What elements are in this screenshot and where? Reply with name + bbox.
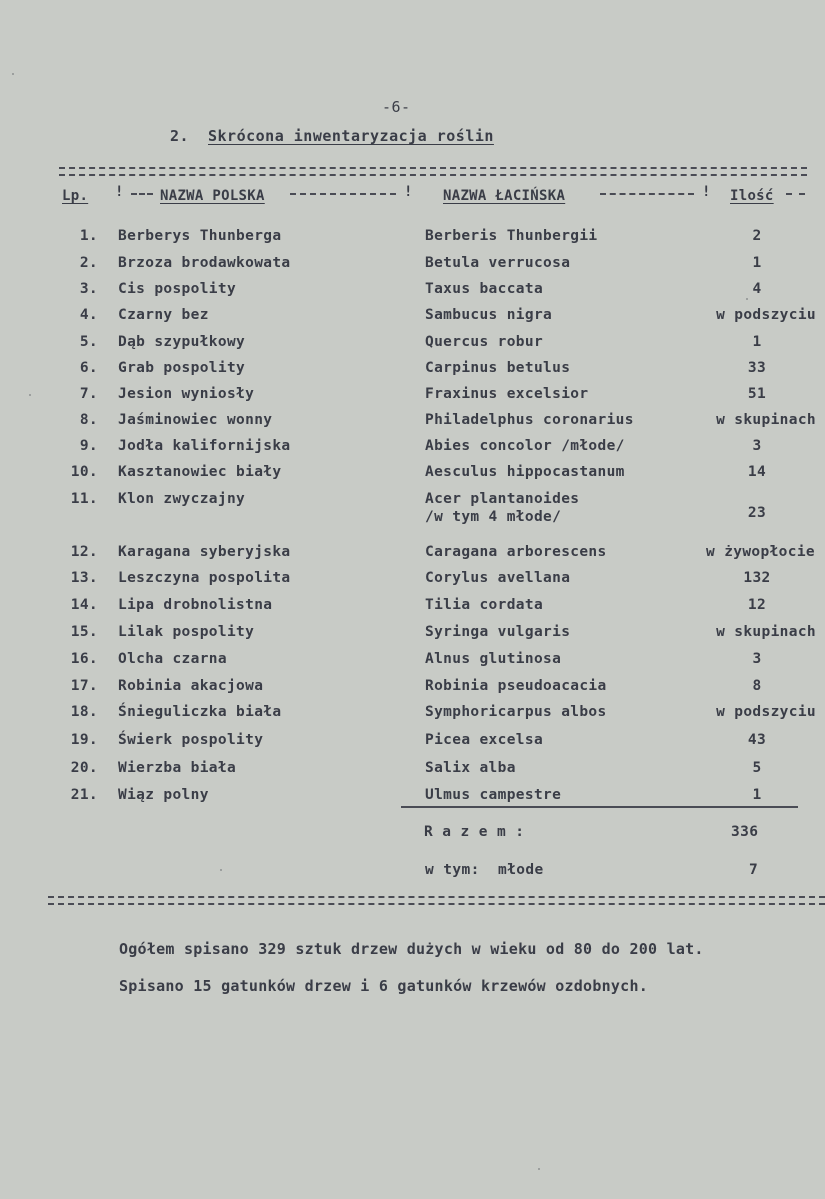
polish-name: Robinia akacjowa [118,678,264,694]
row-number: 3. [79,281,98,297]
column-header-latin-name: NAZWA ŁACIŃSKA [443,188,566,204]
quantity: w skupinach [716,412,816,428]
latin-name: Picea excelsa [425,732,544,748]
polish-name: Leszczyna pospolita [118,570,291,586]
latin-name: Robinia pseudoacacia [425,678,607,694]
header-dash-line [131,193,153,195]
summary-line: Ogółem spisano 329 sztuk drzew dużych w wieku od 80 do 200 lat. [119,940,704,958]
row-number: 6. [79,360,98,376]
paper-speck [538,1168,540,1170]
latin-name: Syringa vulgaris [425,624,571,640]
polish-name: Cis pospolity [118,281,237,297]
latin-name: Taxus baccata [425,281,544,297]
quantity: w podszyciu [716,307,816,323]
total-value: 336 [731,824,759,840]
polish-name: Jesion wyniosły [118,386,255,402]
row-number: 8. [79,412,98,428]
row-number: 18. [70,704,98,720]
latin-name: Ulmus campestre [425,787,562,803]
polish-name: Świerk pospolity [118,732,264,748]
row-number: 13. [70,570,98,586]
latin-name: Abies concolor /młode/ [425,438,625,454]
polish-name: Czarny bez [118,307,209,323]
polish-name: Dąb szypułkowy [118,334,246,350]
polish-name: Jaśminowiec wonny [118,412,273,428]
polish-name: Berberys Thunberga [118,228,282,244]
latin-name: Symphoricarpus albos [425,704,607,720]
section-number: 2. [170,127,190,145]
quantity: 33 [747,360,767,376]
row-number: 5. [79,334,98,350]
polish-name: Klon zwyczajny [118,491,246,507]
quantity: 23 [747,505,767,521]
quantity: 1 [752,255,762,271]
row-number: 12. [70,544,98,560]
paper-speck [12,73,14,75]
page-number: -6- [382,98,411,116]
total-label: R a z e m : [424,824,525,840]
paper-speck [746,298,748,300]
latin-name: Betula verrucosa [425,255,571,271]
latin-name: Tilia cordata [425,597,544,613]
row-number: 2. [79,255,98,271]
latin-name: Alnus glutinosa [425,651,562,667]
row-number: 16. [70,651,98,667]
header-dash-line [600,193,694,195]
latin-name-note: /w tym 4 młode/ [425,509,562,525]
column-header-lp: Lp. [62,188,89,204]
table-top-rule [59,167,807,176]
row-number: 15. [70,624,98,640]
paper-speck [220,869,222,871]
polish-name: Kasztanowiec biały [118,464,282,480]
latin-name: Carpinus betulus [425,360,571,376]
latin-name: Sambucus nigra [425,307,553,323]
quantity: 43 [747,732,767,748]
polish-name: Śnieguliczka biała [118,704,282,720]
latin-name-line: Acer plantanoides [425,491,580,507]
young-trees-value: 7 [749,862,759,878]
latin-name: Aesculus hippocastanum [425,464,625,480]
latin-name: Fraxinus excelsior [425,386,589,402]
section-title: Skrócona inwentaryzacja roślin [208,127,494,145]
quantity: 8 [752,678,762,694]
row-number: 17. [70,678,98,694]
quantity: 1 [752,787,762,803]
quantity: 14 [747,464,767,480]
polish-name: Wierzba biała [118,760,237,776]
polish-name: Jodła kalifornijska [118,438,291,454]
column-separator: ! [702,184,711,200]
polish-name: Olcha czarna [118,651,227,667]
total-separator-rule [401,806,798,808]
latin-name [425,490,579,526]
section-heading [170,127,494,145]
polish-name: Karagana syberyjska [118,544,291,560]
young-trees-label: w tym: młode [425,862,544,878]
quantity: 4 [752,281,762,297]
quantity: w skupinach [716,624,816,640]
quantity: 2 [752,228,762,244]
row-number: 14. [70,597,98,613]
latin-name: Berberis Thunbergii [425,228,598,244]
polish-name: Grab pospolity [118,360,246,376]
latin-name: Salix alba [425,760,516,776]
column-separator: ! [115,184,124,200]
quantity: w żywopłocie [706,544,815,560]
quantity: w podszyciu [716,704,816,720]
header-dash-line [290,193,396,195]
column-header-polish-name: NAZWA POLSKA [160,188,265,204]
row-number: 10. [70,464,98,480]
polish-name: Wiąz polny [118,787,209,803]
row-number: 7. [79,386,98,402]
row-number: 20. [70,760,98,776]
row-number: 4. [79,307,98,323]
polish-name: Lipa drobnolistna [118,597,273,613]
quantity: 5 [752,760,762,776]
quantity: 3 [752,438,762,454]
quantity: 132 [743,570,771,586]
table-bottom-rule [48,896,825,905]
row-number: 19. [70,732,98,748]
polish-name: Lilak pospolity [118,624,255,640]
latin-name: Caragana arborescens [425,544,607,560]
header-dash-line [786,193,805,195]
polish-name: Brzoza brodawkowata [118,255,291,271]
quantity: 3 [752,651,762,667]
column-separator: ! [404,184,413,200]
row-number: 11. [70,491,98,507]
latin-name: Quercus robur [425,334,544,350]
paper-speck [29,394,31,396]
row-number: 1. [79,228,98,244]
column-header-quantity: Ilość [730,188,774,204]
latin-name: Corylus avellana [425,570,571,586]
latin-name: Philadelphus coronarius [425,412,634,428]
quantity: 12 [747,597,767,613]
summary-line: Spisano 15 gatunków drzew i 6 gatunków krzewów ozdobnych. [119,977,649,995]
row-number: 21. [70,787,98,803]
row-number: 9. [79,438,98,454]
quantity: 1 [752,334,762,350]
quantity: 51 [747,386,767,402]
